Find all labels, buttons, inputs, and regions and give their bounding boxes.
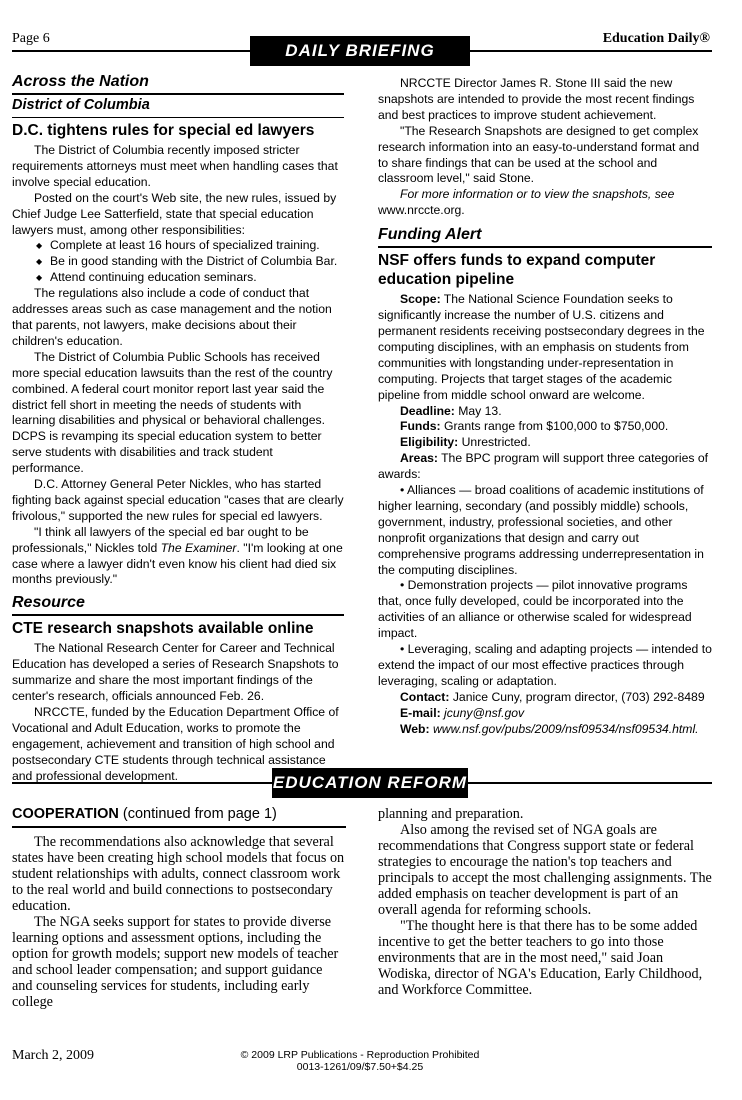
dc-paragraph-quote: "I think all lawyers of the special ed bar ought to be professionals," Nickles told The Examiner. "I'm looking at one case where a lawyer didn't even know his client had died six months previously.": [12, 524, 343, 587]
left-column: [12, 72, 344, 785]
reform-left-column: [12, 805, 346, 1010]
cte-paragraph: NRCCTE, funded by the Education Department Office of Vocational and Adult Education, works to promote the engagement, achievement and transition of high school and postsecondary CTE students through technical assistance and professional development.: [12, 705, 339, 783]
dc-paragraph: Posted on the court's Web site, the new rules, issued by Chief Judge Lee Satterfield, state that special education lawyers must, among other responsibilities:: [12, 190, 337, 237]
header-rule-left: [12, 50, 250, 52]
education-reform-banner: EDUCATION REFORM: [272, 768, 468, 798]
headline-nsf-funds: NSF offers funds to expand computer education pipeline: [378, 252, 656, 289]
headline-dc-rules: D.C. tightens rules for special ed lawyers: [12, 122, 315, 139]
reform-paragraph: planning and preparation.: [378, 806, 524, 822]
reform-paragraph: "The thought here is that there has to be some added incentive to get the better teachers to go into those environments that are in the most need," said Joan Wodiska, director of NGA's Education, Early Childhood, and Workforce Committee.: [378, 918, 703, 998]
reform-rule-left: [12, 782, 272, 784]
right-column: [378, 76, 712, 738]
cte-more-info: For more information or to view the snapshots, see www.nrccte.org.: [378, 187, 675, 218]
page-number: Page 6: [12, 31, 50, 46]
nsf-area-item: • Leveraging, scaling and adapting projects — intended to extend the impact of our most effective practices through leveraging, scaling or adaptation.: [378, 642, 712, 688]
nsf-funds: Funds: Grants range from $100,000 to $750,000.: [400, 419, 669, 434]
copyright-notice: © 2009 LRP Publications - Reproduction Prohibited 0013-1261/09/$7.50+$4.25: [200, 1049, 520, 1073]
issue-date: March 2, 2009: [12, 1048, 95, 1063]
reform-paragraph: The recommendations also acknowledge that several states have been creating high school models that focus on student relationships with adults, connect classroom work to the real world and build connections to postsecondary education.: [12, 834, 345, 914]
dc-bullet: ◆ Attend continuing education seminars.: [12, 270, 344, 286]
nsf-deadline: Deadline: May 13.: [400, 403, 502, 418]
issn-code: 0013-1261/09/$7.50+$4.25: [296, 1061, 424, 1073]
nsf-eligibility: Eligibility: Unrestricted.: [400, 435, 531, 450]
examiner-title: The Examiner: [160, 540, 237, 555]
cte-paragraph: "The Research Snapshots are designed to get complex research information into an easy-to-understand format and to share findings that can be used at the school and classroom level," said Stone.: [378, 123, 700, 186]
subsection-district-of-columbia: District of Columbia: [12, 96, 344, 118]
section-funding-alert: Funding Alert: [378, 225, 712, 248]
header-rule-right: [470, 50, 712, 52]
nrccte-link[interactable]: www.nrccte.org.: [378, 203, 465, 218]
nsf-area-item: • Demonstration projects — pilot innovative programs that, once fully developed, could be incorporated into the activities of an alliance or otherwise scaled for widespread impact.: [378, 578, 692, 641]
cte-paragraph: The National Research Center for Career and Technical Education has developed a series of Research Snapshots to summarize and share the most important findings of the center's research, officials announced Feb. 26.: [12, 641, 339, 704]
section-across-the-nation: Across the Nation: [12, 72, 344, 95]
nsf-email: E-mail: jcuny@nsf.gov: [400, 705, 525, 720]
reform-right-column: [378, 806, 712, 998]
dc-paragraph: The District of Columbia Public Schools has received more special education lawsuits than the rest of the country combined. A federal court monitor report last year said the district fell short in meeting the needs of students with learning disabilities and physical or behavioral challenges. DCPS is revamping its special education system to better serve students with disabilities and track student performance.: [12, 349, 333, 476]
email-link[interactable]: jcuny@nsf.gov: [440, 705, 525, 720]
publication-name: Education Daily®: [602, 31, 710, 46]
reform-rule-right: [468, 782, 712, 784]
nsf-scope: Scope: The National Science Foundation seeks to significantly increase the number of U.S. citizens and permanent residents receiving postsecondary degrees in the computing disciplines, with an emphasis on students from communities with longstanding under-representation in computing. Projects that target stages of the academic pipeline from middle school onward are welcome.: [378, 292, 705, 402]
nsf-area-item: • Alliances — broad coalitions of academic institutions of higher learning, secondary (and possibly middle) schools, government, industry, professional societies, and other nonprofit organizations that design and carry out comprehensive programs addressing underrepresentation in the computing disciplines.: [378, 483, 704, 577]
reform-paragraph: The NGA seeks support for states to provide diverse learning options and assessment options, including the option for growth models; support new models of teacher and school leader compensation; and support guidance and counseling services for students, including early college: [12, 914, 339, 1010]
dc-bullet: ◆ Be in good standing with the District of Columbia Bar.: [12, 254, 344, 270]
dc-paragraph: The District of Columbia recently imposed stricter requirements attorneys must meet when handling cases that involve special education.: [12, 143, 338, 189]
daily-briefing-banner: DAILY BRIEFING: [250, 36, 470, 66]
dc-bullet: ◆ Complete at least 16 hours of specialized training.: [12, 238, 344, 254]
headline-cte-snapshots: CTE research snapshots available online: [12, 620, 314, 638]
dc-paragraph: The regulations also include a code of conduct that addresses areas such as case management and the notion that parents, not lawyers, make decisions about their children's education.: [12, 286, 332, 348]
section-resource: Resource: [12, 593, 344, 616]
nsf-web: Web: www.nsf.gov/pubs/2009/nsf09534/nsf09534.html.: [400, 721, 699, 736]
cooperation-heading: COOPERATION (continued from page 1): [12, 805, 346, 828]
nsf-areas: Areas: The BPC program will support three categories of awards:: [378, 451, 708, 482]
nsf-contact: Contact: Janice Cuny, program director, (703) 292-8489: [400, 689, 705, 704]
dc-paragraph: D.C. Attorney General Peter Nickles, who has started fighting back against special education "cases that are clearly frivolous," supported the new rules for special ed lawyers.: [12, 477, 344, 523]
web-link[interactable]: www.nsf.gov/pubs/2009/nsf09534/nsf09534.html.: [429, 721, 699, 736]
cte-paragraph: NRCCTE Director James R. Stone III said the new snapshots are intended to provide the most recent findings and best practices to improve student achievement.: [378, 76, 695, 122]
reform-paragraph: Also among the revised set of NGA goals are recommendations that Congress support state or federal strategies to encourage the nation's top teachers and principals to accept the most challenging assignments. The added emphasis on teacher development is part of an overall agenda for reforming schools.: [378, 822, 712, 918]
